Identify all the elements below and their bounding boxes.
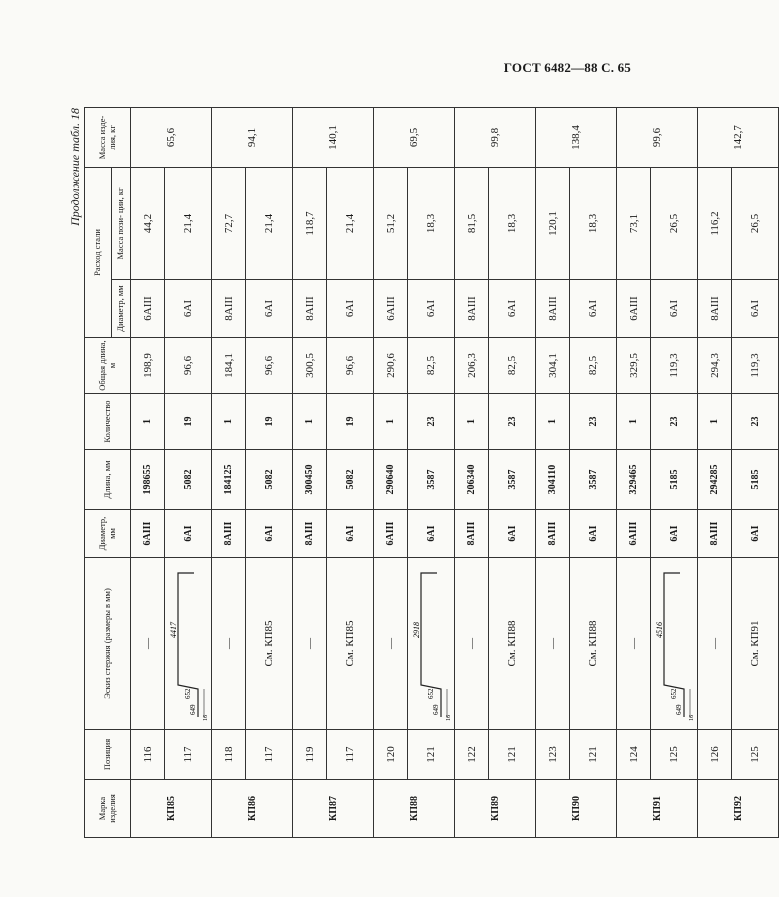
steel-diameter-cell: 8AIII xyxy=(293,280,327,338)
position-cell: 117 xyxy=(327,730,374,780)
diameter-cell: 6AI xyxy=(732,510,779,558)
col-position: Позиция xyxy=(85,730,131,780)
length-cell: 290640 xyxy=(374,450,408,510)
sketch-dim-d: 16 xyxy=(446,715,452,722)
position-cell: 121 xyxy=(570,730,617,780)
sketch-dim-a: 649 xyxy=(189,705,197,716)
steel-mass-item-cell: 99,6 xyxy=(617,107,698,167)
sketch-cell xyxy=(651,558,698,730)
total-length-cell: 304,1 xyxy=(536,338,570,394)
sketch-cell: — xyxy=(131,558,165,730)
diameter-cell: 6AI xyxy=(246,510,293,558)
col-total-length: Общая длина, м xyxy=(85,338,131,394)
length-cell: 5082 xyxy=(165,450,212,510)
position-cell: 125 xyxy=(651,730,698,780)
col-steel-diameter: Диаметр, мм xyxy=(112,280,131,338)
table-row xyxy=(489,107,536,837)
steel-diameter-cell: 8AIII xyxy=(698,280,732,338)
length-cell: 294285 xyxy=(698,450,732,510)
sketch-dim-d: 16 xyxy=(203,715,209,722)
steel-mass-pos-cell: 21,4 xyxy=(246,167,293,279)
table-row xyxy=(212,107,246,837)
mark-cell: КП92 xyxy=(698,780,779,838)
steel-mass-pos-cell: 118,7 xyxy=(293,167,327,279)
total-length-cell: 329,5 xyxy=(617,338,651,394)
steel-mass-item-cell: 99,8 xyxy=(455,107,536,167)
steel-mass-pos-cell: 81,5 xyxy=(455,167,489,279)
sketch-cell: — xyxy=(374,558,408,730)
quantity-cell: 23 xyxy=(732,394,779,450)
col-length: Длина, мм xyxy=(85,450,131,510)
steel-mass-item-cell: 140,1 xyxy=(293,107,374,167)
diameter-cell: 6AI xyxy=(408,510,455,558)
steel-mass-pos-cell: 120,1 xyxy=(536,167,570,279)
steel-mass-item-cell: 94,1 xyxy=(212,107,293,167)
diameter-cell: 8AIII xyxy=(455,510,489,558)
diameter-cell: 6AI xyxy=(327,510,374,558)
length-cell: 304110 xyxy=(536,450,570,510)
position-cell: 116 xyxy=(131,730,165,780)
sketch-cell: — xyxy=(617,558,651,730)
diameter-cell: 6AI xyxy=(489,510,536,558)
position-cell: 124 xyxy=(617,730,651,780)
steel-diameter-cell: 6AI xyxy=(408,280,455,338)
mark-cell: КП85 xyxy=(131,780,212,838)
length-cell: 329465 xyxy=(617,450,651,510)
position-cell: 120 xyxy=(374,730,408,780)
sketch-cell: См. КП88 xyxy=(489,558,536,730)
diameter-cell: 8AIII xyxy=(293,510,327,558)
total-length-cell: 82,5 xyxy=(489,338,536,394)
mark-cell: КП91 xyxy=(617,780,698,838)
sketch-cell: — xyxy=(293,558,327,730)
quantity-cell: 1 xyxy=(698,394,732,450)
col-steel-mass-item: Масса изде- лия, кг xyxy=(85,107,131,167)
steel-mass-pos-cell: 21,4 xyxy=(165,167,212,279)
total-length-cell: 290,6 xyxy=(374,338,408,394)
length-cell: 3587 xyxy=(489,450,536,510)
total-length-cell: 206,3 xyxy=(455,338,489,394)
quantity-cell: 1 xyxy=(131,394,165,450)
length-cell: 3587 xyxy=(570,450,617,510)
total-length-cell: 82,5 xyxy=(570,338,617,394)
col-sketch: Эскиз стержня (размеры в мм) xyxy=(85,558,131,730)
quantity-cell: 1 xyxy=(617,394,651,450)
table-row xyxy=(131,107,165,837)
steel-diameter-cell: 6AI xyxy=(489,280,536,338)
total-length-cell: 82,5 xyxy=(408,338,455,394)
quantity-cell: 19 xyxy=(327,394,374,450)
table-row xyxy=(246,107,293,837)
table-row xyxy=(570,107,617,837)
sketch-dim-c: 4516 xyxy=(655,622,664,639)
position-cell: 123 xyxy=(536,730,570,780)
sketch-dim-c: 2918 xyxy=(412,622,421,639)
length-cell: 5082 xyxy=(327,450,374,510)
quantity-cell: 1 xyxy=(536,394,570,450)
length-cell: 3587 xyxy=(408,450,455,510)
sketch-cell: См. КП85 xyxy=(246,558,293,730)
steel-diameter-cell: 6AI xyxy=(165,280,212,338)
rotated-table-block xyxy=(68,108,761,838)
quantity-cell: 1 xyxy=(374,394,408,450)
sketch-cell: См. КП85 xyxy=(327,558,374,730)
steel-mass-item-cell: 142,7 xyxy=(698,107,779,167)
table-row xyxy=(455,107,489,837)
bar-sketch xyxy=(411,564,451,724)
steel-diameter-cell: 6AIII xyxy=(131,280,165,338)
steel-diameter-cell: 6AIII xyxy=(617,280,651,338)
quantity-cell: 19 xyxy=(165,394,212,450)
total-length-cell: 96,6 xyxy=(165,338,212,394)
diameter-cell: 8AIII xyxy=(698,510,732,558)
diameter-cell: 8AIII xyxy=(212,510,246,558)
diameter-cell: 6AI xyxy=(651,510,698,558)
bar-sketch xyxy=(654,564,694,724)
mark-cell: КП89 xyxy=(455,780,536,838)
diameter-cell: 8AIII xyxy=(536,510,570,558)
steel-mass-item-cell: 65,6 xyxy=(131,107,212,167)
total-length-cell: 300,5 xyxy=(293,338,327,394)
sketch-cell: — xyxy=(212,558,246,730)
position-cell: 117 xyxy=(165,730,212,780)
sketch-cell xyxy=(408,558,455,730)
steel-mass-pos-cell: 18,3 xyxy=(570,167,617,279)
steel-diameter-cell: 6AI xyxy=(651,280,698,338)
mark-cell: КП86 xyxy=(212,780,293,838)
steel-diameter-cell: 8AIII xyxy=(455,280,489,338)
position-cell: 125 xyxy=(732,730,779,780)
mark-cell: КП88 xyxy=(374,780,455,838)
steel-mass-pos-cell: 18,3 xyxy=(408,167,455,279)
continuation-caption: Продолжение табл. 18 xyxy=(68,108,82,226)
steel-mass-pos-cell: 26,5 xyxy=(651,167,698,279)
quantity-cell: 23 xyxy=(651,394,698,450)
steel-mass-pos-cell: 51,2 xyxy=(374,167,408,279)
sketch-dim-d: 16 xyxy=(689,715,695,722)
position-cell: 122 xyxy=(455,730,489,780)
table-row xyxy=(374,107,408,837)
table-row xyxy=(536,107,570,837)
position-cell: 119 xyxy=(293,730,327,780)
position-cell: 118 xyxy=(212,730,246,780)
steel-mass-pos-cell: 72,7 xyxy=(212,167,246,279)
diameter-cell: 6AIII xyxy=(374,510,408,558)
col-quantity: Количество xyxy=(85,394,131,450)
quantity-cell: 1 xyxy=(212,394,246,450)
steel-mass-pos-cell: 21,4 xyxy=(327,167,374,279)
quantity-cell: 23 xyxy=(570,394,617,450)
steel-diameter-cell: 6AI xyxy=(732,280,779,338)
steel-mass-pos-cell: 26,5 xyxy=(732,167,779,279)
sketch-dim-b: 652 xyxy=(184,689,192,700)
sketch-dim-b: 652 xyxy=(670,689,678,700)
steel-diameter-cell: 6AIII xyxy=(374,280,408,338)
steel-mass-item-cell: 69,5 xyxy=(374,107,455,167)
quantity-cell: 1 xyxy=(293,394,327,450)
table-row xyxy=(293,107,327,837)
position-cell: 117 xyxy=(246,730,293,780)
diameter-cell: 6AI xyxy=(570,510,617,558)
col-mark: Марка изделия xyxy=(85,780,131,838)
col-steel-usage: Расход стали xyxy=(85,167,112,337)
total-length-cell: 184,1 xyxy=(212,338,246,394)
sketch-cell: — xyxy=(698,558,732,730)
length-cell: 206340 xyxy=(455,450,489,510)
position-cell: 126 xyxy=(698,730,732,780)
mark-cell: КП87 xyxy=(293,780,374,838)
steel-diameter-cell: 8AIII xyxy=(212,280,246,338)
total-length-cell: 198,9 xyxy=(131,338,165,394)
total-length-cell: 119,3 xyxy=(732,338,779,394)
sketch-dim-c: 4417 xyxy=(169,622,178,639)
position-cell: 121 xyxy=(408,730,455,780)
mark-cell: КП90 xyxy=(536,780,617,838)
steel-diameter-cell: 6AI xyxy=(327,280,374,338)
steel-mass-pos-cell: 44,2 xyxy=(131,167,165,279)
steel-diameter-cell: 6AI xyxy=(570,280,617,338)
reinforcement-table xyxy=(84,107,779,838)
steel-diameter-cell: 8AIII xyxy=(536,280,570,338)
total-length-cell: 294,3 xyxy=(698,338,732,394)
quantity-cell: 1 xyxy=(455,394,489,450)
table-row xyxy=(732,107,779,837)
length-cell: 5082 xyxy=(246,450,293,510)
sketch-cell: См. КП88 xyxy=(570,558,617,730)
total-length-cell: 119,3 xyxy=(651,338,698,394)
quantity-cell: 19 xyxy=(246,394,293,450)
sketch-cell: — xyxy=(536,558,570,730)
quantity-cell: 23 xyxy=(408,394,455,450)
length-cell: 5185 xyxy=(651,450,698,510)
steel-mass-pos-cell: 116,2 xyxy=(698,167,732,279)
steel-mass-pos-cell: 73,1 xyxy=(617,167,651,279)
diameter-cell: 6AIII xyxy=(617,510,651,558)
table-row xyxy=(327,107,374,837)
length-cell: 5185 xyxy=(732,450,779,510)
position-cell: 121 xyxy=(489,730,536,780)
length-cell: 300450 xyxy=(293,450,327,510)
table-row xyxy=(651,107,698,837)
col-diameter: Диаметр, мм xyxy=(85,510,131,558)
sketch-cell: — xyxy=(455,558,489,730)
steel-mass-pos-cell: 18,3 xyxy=(489,167,536,279)
length-cell: 184125 xyxy=(212,450,246,510)
sketch-cell xyxy=(165,558,212,730)
diameter-cell: 6AI xyxy=(165,510,212,558)
table-row xyxy=(165,107,212,837)
table-row xyxy=(408,107,455,837)
sketch-dim-a: 649 xyxy=(432,705,440,716)
bar-sketch xyxy=(168,564,208,724)
total-length-cell: 96,6 xyxy=(246,338,293,394)
steel-mass-item-cell: 138,4 xyxy=(536,107,617,167)
diameter-cell: 6AIII xyxy=(131,510,165,558)
length-cell: 198655 xyxy=(131,450,165,510)
sketch-cell: См. КП91 xyxy=(732,558,779,730)
steel-diameter-cell: 6AI xyxy=(246,280,293,338)
table-row xyxy=(698,107,732,837)
sketch-dim-b: 652 xyxy=(427,689,435,700)
page-header: ГОСТ 6482—88 С. 65 xyxy=(503,60,631,75)
quantity-cell: 23 xyxy=(489,394,536,450)
table-row xyxy=(617,107,651,837)
col-steel-mass-pos: Масса пози- ции, кг xyxy=(112,167,131,279)
sketch-dim-a: 649 xyxy=(675,705,683,716)
total-length-cell: 96,6 xyxy=(327,338,374,394)
